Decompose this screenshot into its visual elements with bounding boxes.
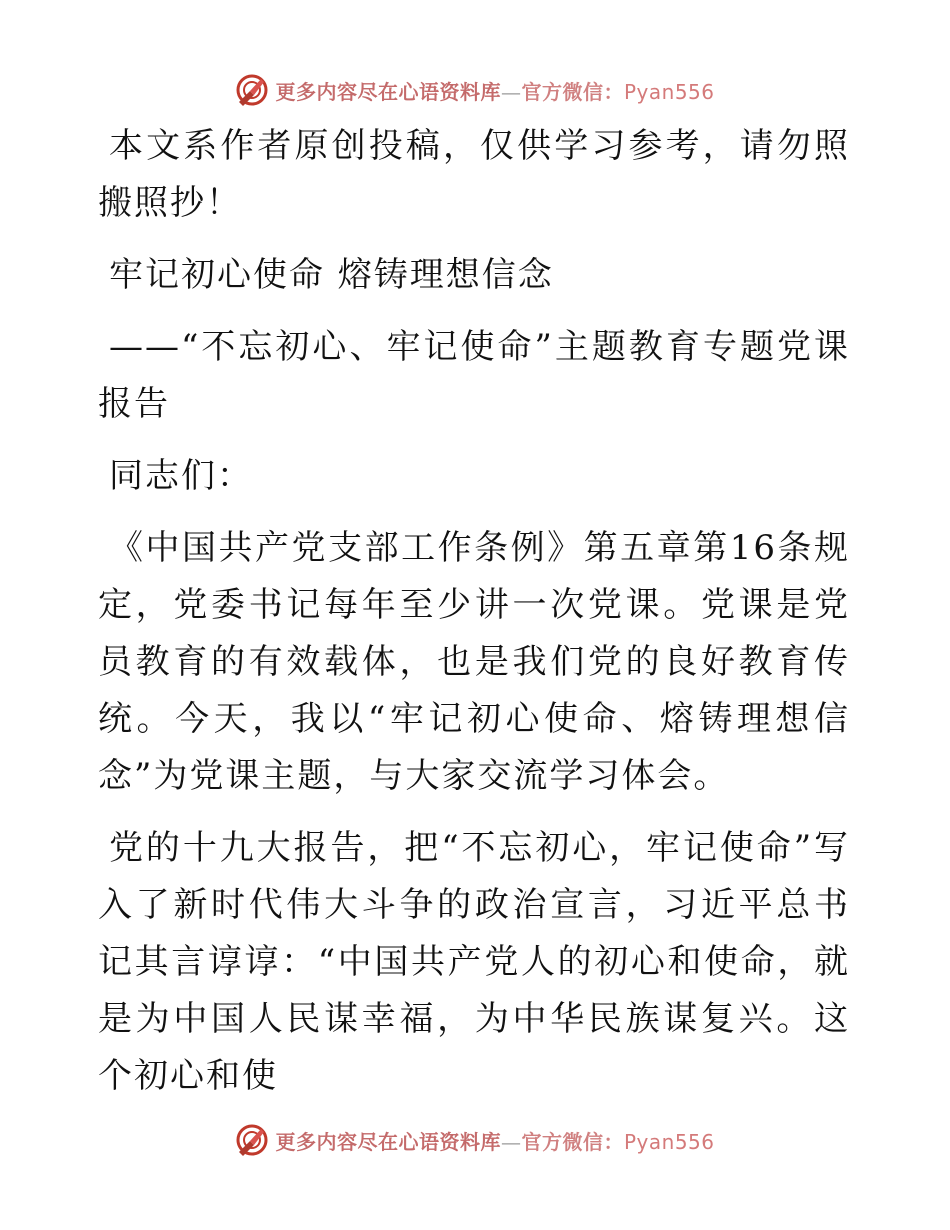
brand-logo-icon (235, 73, 269, 107)
watermark-brand: 更多内容尽在心语资料库 (275, 79, 501, 104)
body-paragraph: 《中国共产党支部工作条例》第五章第16条规定，党委书记每年至少讲一次党课。党课是党员教育的有效载体，也是我们党的良好教育传统。今天，我以“牢记初心使命、熔铸理想信念”为党课主题，与大家交流学习体会。 (98, 528, 850, 796)
brand-logo-icon (235, 1123, 269, 1157)
watermark-separator: — (500, 79, 522, 104)
watermark-wechat-label: 官方微信： (521, 79, 624, 104)
footer-watermark (0, 1122, 950, 1158)
watermark-text (275, 76, 714, 105)
document-title: 牢记初心使命 熔铸理想信念 (109, 255, 554, 295)
header-watermark (0, 72, 950, 108)
document-subtitle: ——“不忘初心、牢记使命”主题教育专题党课报告 (98, 327, 850, 424)
body-paragraph: 党的十九大报告，把“不忘初心，牢记使命”写入了新时代伟大斗争的政治宣言，习近平总书记其言谆谆：“中国共产党人的初心和使命，就是为中国人民谋幸福，为中华民族谋复兴。这个初心和使 (98, 828, 850, 1096)
document-body (98, 118, 850, 1120)
watermark-text (275, 1126, 714, 1155)
disclaimer: 本文系作者原创投稿，仅供学习参考，请勿照搬照抄！ (98, 126, 850, 223)
watermark-separator: — (500, 1129, 522, 1154)
watermark-wechat-id: Pyan556 (623, 79, 715, 104)
watermark-wechat-id: Pyan556 (623, 1129, 715, 1154)
watermark-wechat-label: 官方微信： (521, 1129, 624, 1154)
salutation: 同志们： (109, 456, 253, 496)
watermark-brand: 更多内容尽在心语资料库 (275, 1129, 501, 1154)
